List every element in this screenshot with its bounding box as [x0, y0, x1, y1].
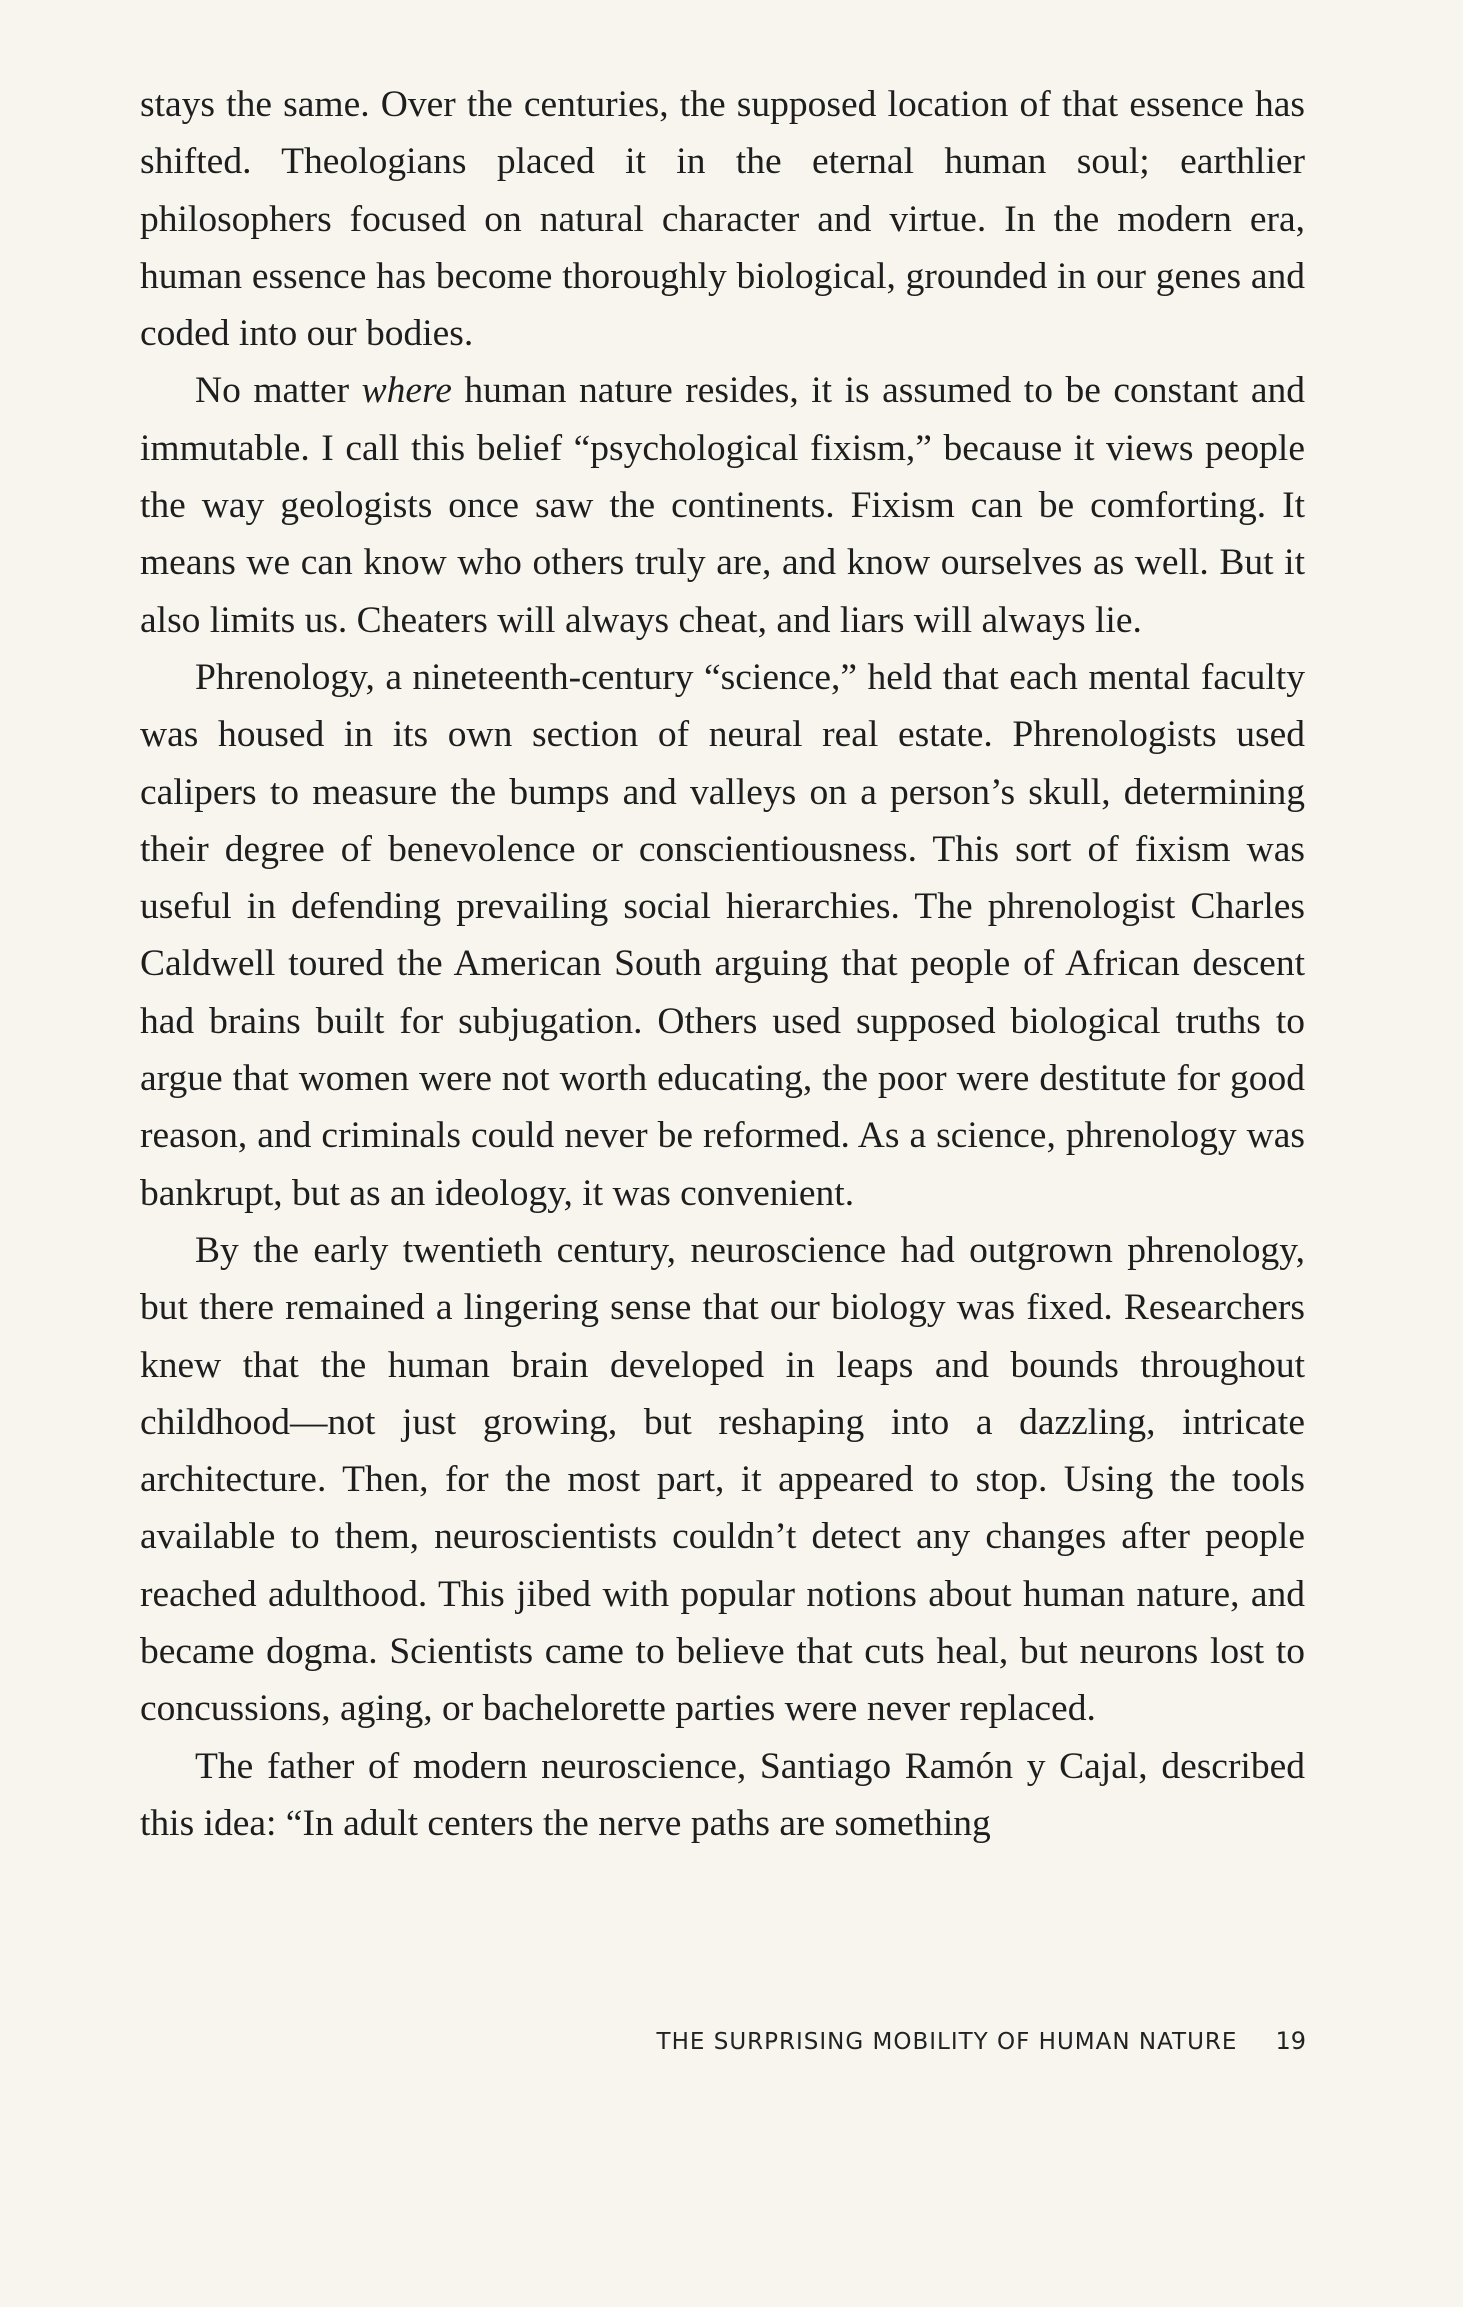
paragraph-2-rest: human nature resides, it is assumed to be constant and immutable. I call this belief “psychological fixism,” because it views people the way geologists once saw the continents. Fixism can be comforting. It means we can know who others truly are, and know ourselves as well. But it also limits us. Cheaters will always cheat, and liars will always lie. [140, 370, 1306, 641]
emphasis-where: where [361, 370, 452, 412]
paragraph-1: stays the same. Over the centuries, the supposed location of that essence has shifted. Theologians placed it in the eternal human soul; earthlier philosophers focused on natural character and virtue. In the modern era, human essence has become thoroughly biological, grounded in our genes and coded into our bodies. [140, 84, 1305, 355]
paragraph-4: By the early twentieth century, neuroscience had outgrown phrenology, but there remained a lingering sense that our biology was fixed. Researchers knew that the human brain developed in leaps and bounds throughout childhood—not just growing, but reshaping into a dazzling, intricate architecture. Then, for the most part, it appeared to stop. Using the tools available to them, neuroscientists couldn’t detect any changes after people reached adulthood. This jibed with popular notions about human nature, and became dogma. Scientists came to believe that cuts heal, but neurons lost to concussions, aging, or bachelorette parties were never replaced. [140, 1229, 1305, 1730]
paragraph-5: The father of modern neuroscience, Santiago Ramón y Cajal, described this idea: “In adult centers the nerve paths are something [140, 1745, 1305, 1844]
paragraph-2 [140, 362, 1305, 648]
page-footer [600, 2027, 1306, 2055]
body-text [140, 76, 1305, 1852]
running-head: THE SURPRISING MOBILITY OF HUMAN NATURE [656, 2029, 1238, 2055]
paragraph-2-lead: No matter [195, 370, 362, 412]
paragraph-3: Phrenology, a nineteenth-century “science,” held that each mental faculty was housed in its own section of neural real estate. Phrenologists used calipers to measure the bumps and valleys on a person’s skull, determining their degree of benevolence or conscientiousness. This sort of fixism was useful in defending prevailing social hierarchies. The phrenologist Charles Caldwell toured the American South arguing that people of African descent had brains built for subjugation. Others used supposed biological truths to argue that women were not worth educating, the poor were destitute for good reason, and criminals could never be reformed. As a science, phrenology was bankrupt, but as an ideology, it was convenient. [140, 656, 1305, 1214]
page-number: 19 [1275, 2027, 1306, 2055]
